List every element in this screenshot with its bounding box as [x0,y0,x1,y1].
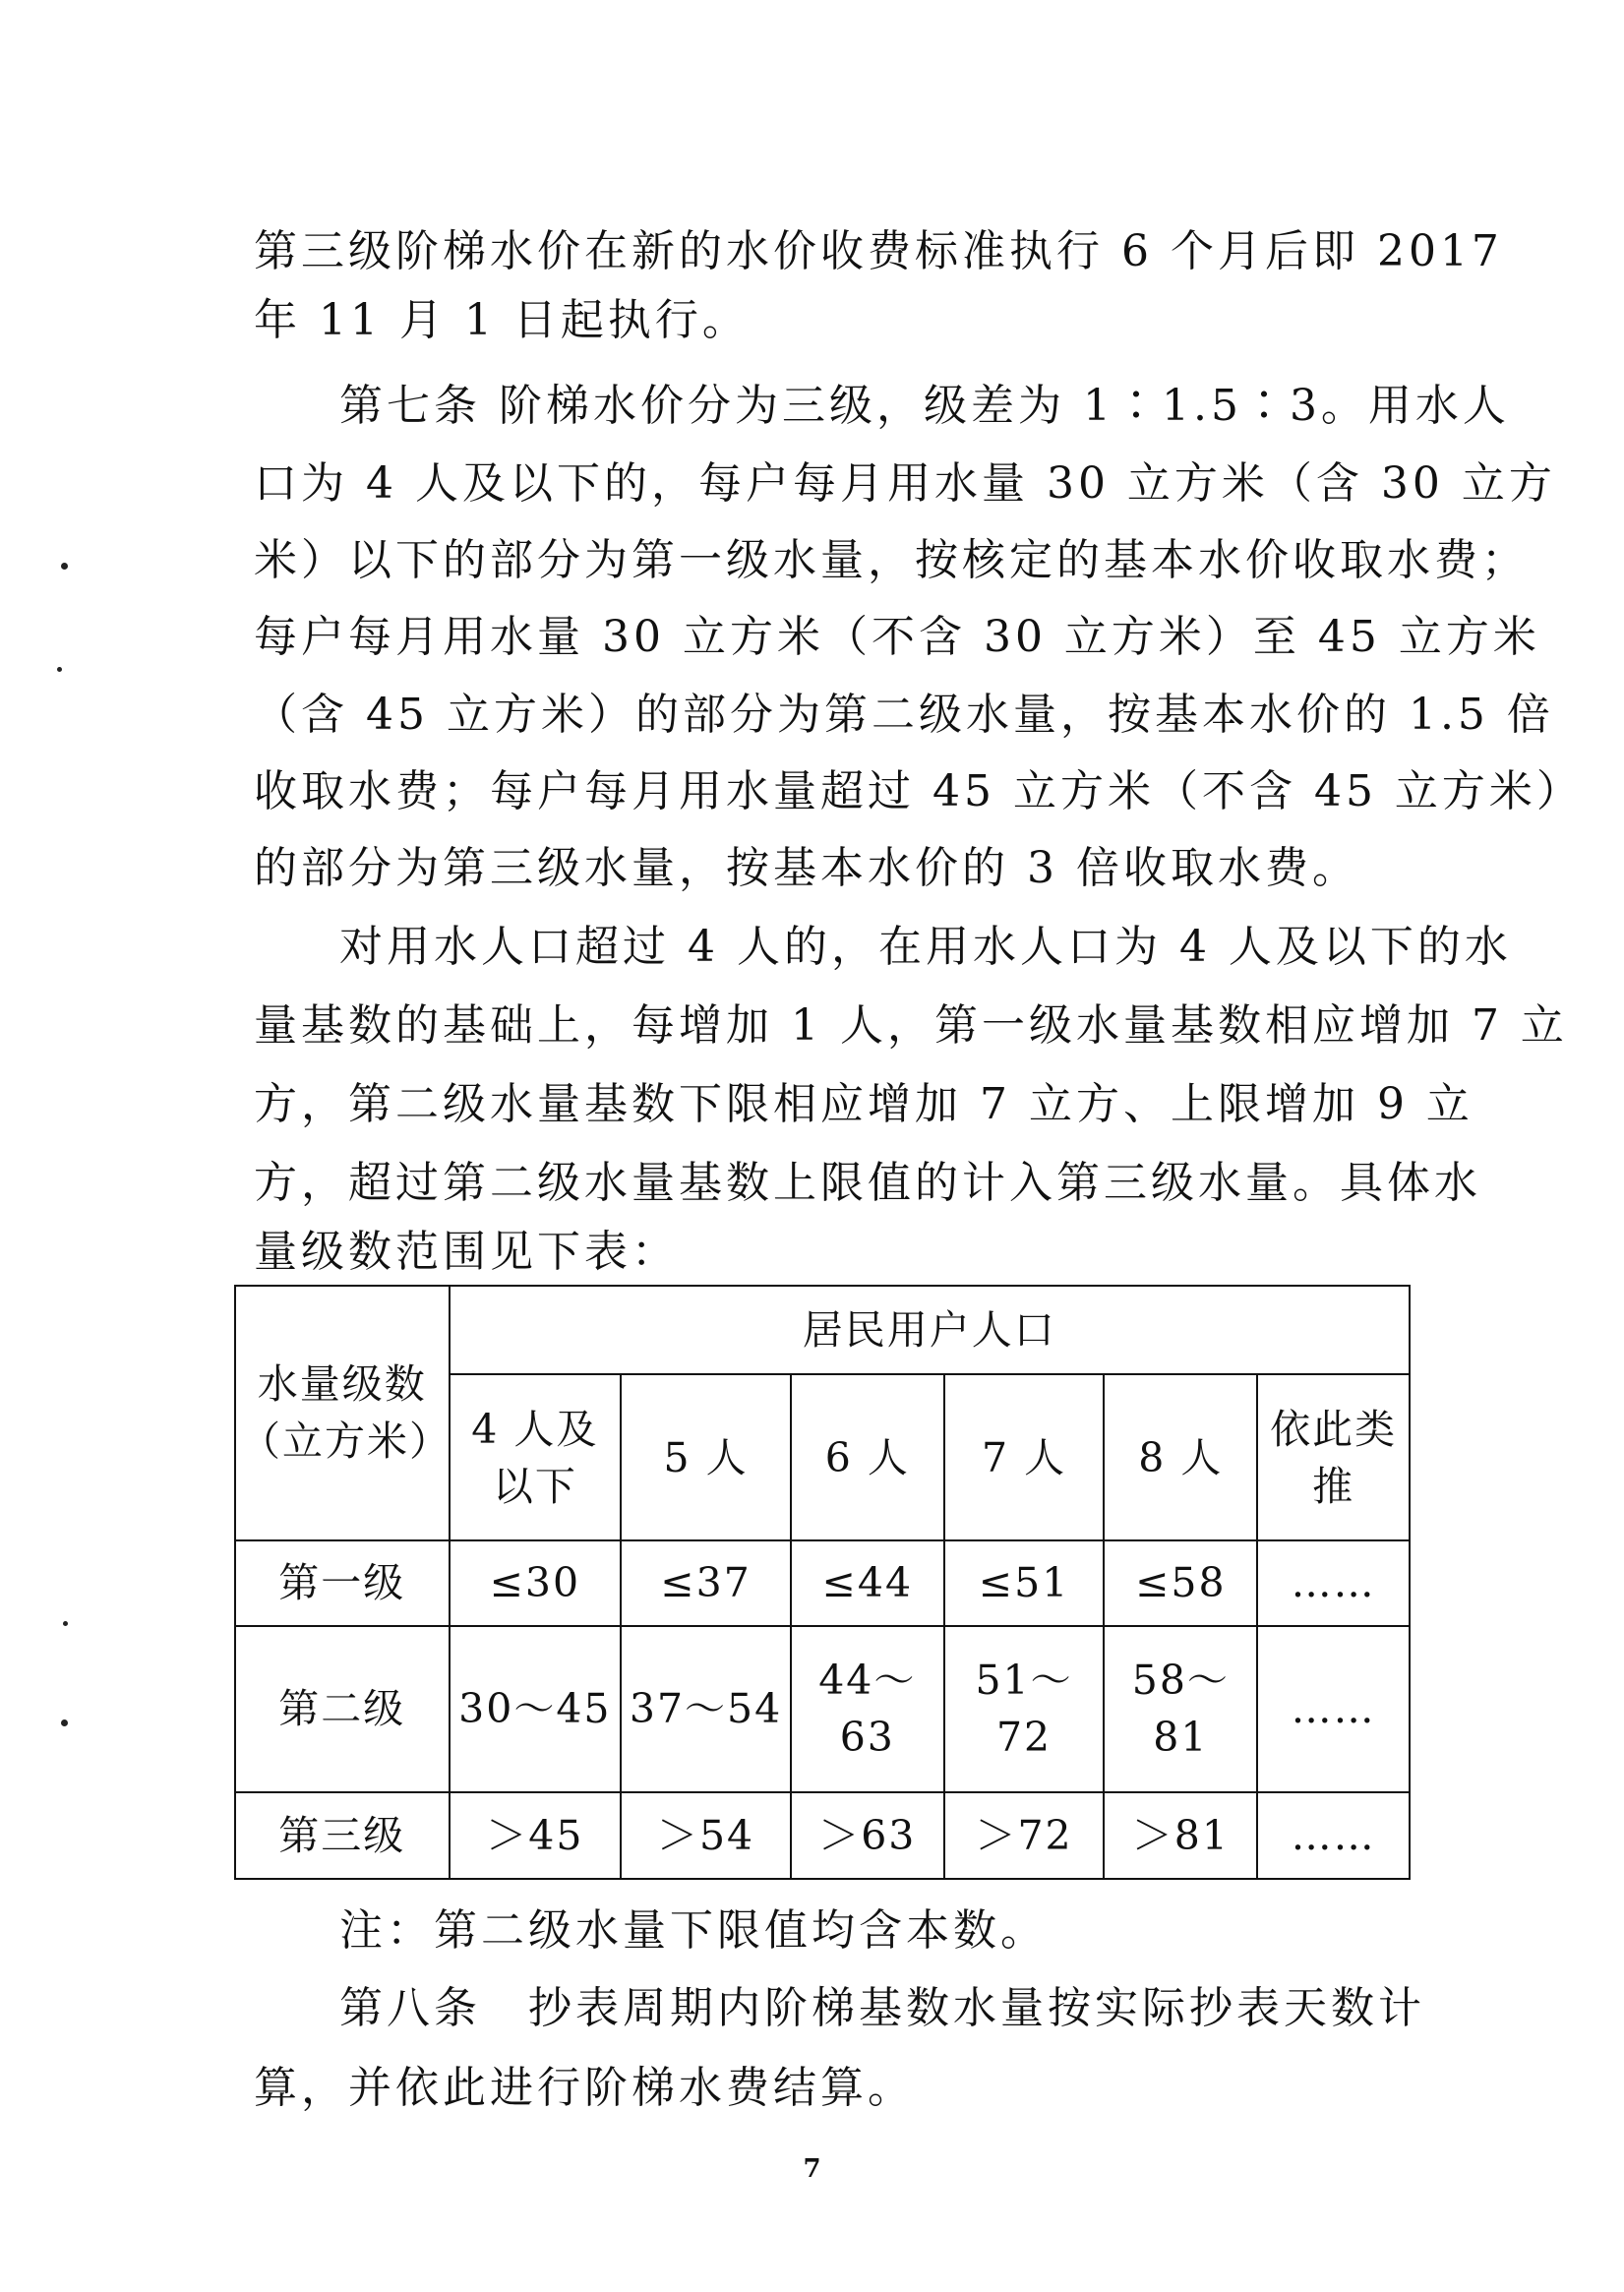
scan-speck [63,1621,68,1626]
column-header-6: 6 人 [791,1374,944,1540]
column-header-7: 7 人 [944,1374,1105,1540]
text-line: 对用水人口超过 4 人的，在用水人口为 4 人及以下的水 [339,922,1512,972]
table-cell: ≤30 [450,1540,622,1626]
table-cell [791,1626,944,1792]
text-line: 第三级阶梯水价在新的水价收费标准执行 6 个月后即 2017 [254,226,1503,276]
table-cell: ＞72 [944,1792,1105,1879]
text-line: 的部分为第三级水量，按基本水价的 3 倍收取水费。 [254,843,1359,893]
table-cell: ≤58 [1104,1540,1257,1626]
row-label: 第二级 [235,1626,450,1792]
column-header-line: 以下 [492,1462,577,1510]
scan-speck [61,563,68,570]
article-7-heading-line: 第七条 阶梯水价分为三级，级差为 1∶1.5∶3。用水人 [339,381,1510,431]
table-cell: ＞54 [621,1792,791,1879]
table-note: 注：第二级水量下限值均含本数。 [339,1905,1048,1956]
header-tier-unit [235,1286,450,1540]
text-line: 口为 4 人及以下的，每户每月用水量 30 立方米（含 30 立方 [254,458,1556,509]
text-line: 方，第二级水量基数下限相应增加 7 立方、上限增加 9 立 [254,1079,1474,1129]
table-cell-line: 63 [839,1714,895,1762]
column-header-4-or-fewer [450,1374,622,1540]
column-header-8: 8 人 [1104,1374,1257,1540]
column-header-line: 推 [1312,1462,1355,1510]
row-label: 第三级 [235,1792,450,1879]
column-header-5: 5 人 [621,1374,791,1540]
table-cell-line: 44～ [818,1657,917,1705]
text-line: 方，超过第二级水量基数上限值的计入第三级水量。具体水 [254,1158,1481,1208]
text-line: 算，并依此进行阶梯水费结算。 [254,2063,915,2113]
page-number: 7 [803,2154,821,2184]
table-cell: …… [1257,1626,1410,1792]
scan-speck [57,667,62,672]
text-line: （含 45 立方米）的部分为第二级水量，按基本水价的 1.5 倍 [254,690,1554,740]
table-cell: ＞81 [1104,1792,1257,1879]
header-household-population: 居民用户人口 [450,1286,1411,1374]
scan-speck [61,1719,68,1726]
column-header-and-so-on [1257,1374,1410,1540]
table-cell: ＞63 [791,1792,944,1879]
table-cell: ≤51 [944,1540,1105,1626]
water-tier-table [234,1285,1411,1880]
text-line: 米）以下的部分为第一级水量，按核定的基本水价收取水费； [254,535,1529,585]
table-row-tier-1 [235,1540,1410,1626]
table-row-tier-3 [235,1792,1410,1879]
table-cell: 37～54 [621,1626,791,1792]
header-tier-label: 水量级数 [257,1360,427,1409]
text-line: 量基数的基础上，每增加 1 人，第一级水量基数相应增加 7 立 [254,1000,1568,1051]
row-label: 第一级 [235,1540,450,1626]
table-cell: …… [1257,1792,1410,1879]
text-line: 每户每月用水量 30 立方米（不含 30 立方米）至 45 立方米 [254,612,1540,662]
table-cell: 30～45 [450,1626,622,1792]
text-line: 量级数范围见下表： [254,1227,679,1277]
table-cell: 58～81 [1104,1626,1257,1792]
text-line: 年 11 月 1 日起执行。 [254,295,750,345]
column-header-line: 4 人及 [471,1405,599,1453]
header-unit-label: （立方米） [240,1417,451,1466]
text-line: 收取水费；每户每月用水量超过 45 立方米（不含 45 立方米） [254,766,1584,816]
table-cell: ≤37 [621,1540,791,1626]
article-8-heading-line: 第八条 抄表周期内阶梯基数水量按实际抄表天数计 [339,1983,1425,2033]
table-cell: ＞45 [450,1792,622,1879]
table-cell: …… [1257,1540,1410,1626]
table-cell: 51～72 [944,1626,1105,1792]
table-row-tier-2 [235,1626,1410,1792]
column-header-line: 依此类 [1270,1405,1398,1453]
table-cell: ≤44 [791,1540,944,1626]
